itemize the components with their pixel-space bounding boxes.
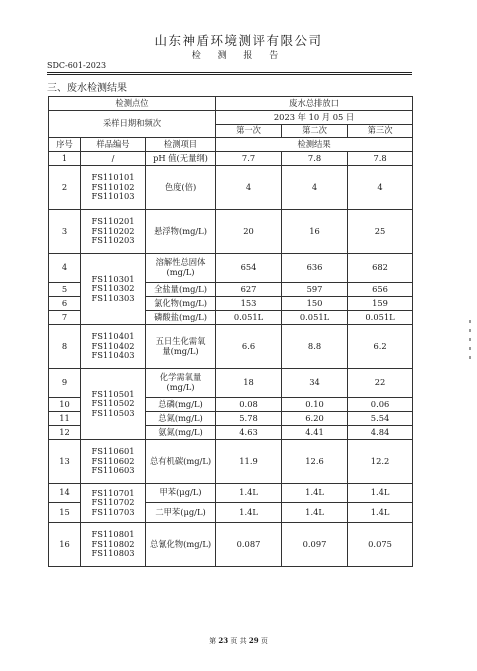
table-row [49,254,413,283]
cell-seq: 1 [49,152,81,166]
cell-value-3: 12.2 [348,440,413,484]
cell-item [146,484,216,503]
footer-suffix: 页 [260,637,268,645]
cell-value-2: 1.4L [282,484,348,503]
cell-seq: 2 [49,166,81,210]
sample-id: FS110402 [91,340,135,351]
cell-value-2: 6.20 [282,412,348,426]
cell-value-3: 0.051L [348,311,413,325]
cell-value-3: 656 [348,283,413,297]
item-text: 量(mg/L) [162,345,199,356]
header-divider-thin [47,74,412,75]
sample-id: FS110603 [91,465,135,476]
sample-id: FS110302 [91,283,135,294]
sample-id: FS110601 [91,446,135,457]
sample-id: FS110502 [91,398,135,409]
table-row [49,325,413,369]
cell-seq: 8 [49,325,81,369]
footer-page-number: 23 [218,636,229,645]
sample-id: FS110702 [91,497,135,508]
cell-value-2: 150 [282,297,348,311]
footer-middle: 页 共 [230,637,247,645]
cell-seq: 7 [49,311,81,325]
cell-item [146,426,216,440]
table-row [49,369,413,398]
cell-item [146,503,216,523]
item-text: 总氰化物(mg/L) [149,538,212,549]
cell-value-2: 636 [282,254,348,283]
header-cell-result: 检测结果 [216,138,413,152]
cell-sample-ids [81,325,146,369]
report-subtitle: 检 测 报 告 [191,51,286,61]
cell-value-1: 11.9 [216,440,282,484]
cell-value-1: 20 [216,210,282,254]
item-text: 氨氮(mg/L) [158,426,203,437]
sample-id: / [111,152,115,163]
cell-item [146,254,216,283]
header-cell-date-value: 2023 年 10 月 05 日 [216,111,413,125]
cell-value-2: 8.8 [282,325,348,369]
cell-sample-ids [81,440,146,484]
cell-value-1: 0.08 [216,398,282,412]
cell-seq: 11 [49,412,81,426]
item-text: 甲苯(μg/L) [159,487,202,498]
cell-value-1: 1.4L [216,484,282,503]
sample-id: FS110803 [91,548,135,559]
item-text: 悬浮物(mg/L) [154,225,207,236]
cell-value-1: 0.051L [216,311,282,325]
document-number: SDC-601-2023 [47,61,107,70]
cell-seq: 3 [49,210,81,254]
cell-seq: 12 [49,426,81,440]
sample-id: FS110703 [91,506,135,517]
cell-value-2: 1.4L [282,503,348,523]
cell-value-3: 159 [348,297,413,311]
cell-value-1: 4 [216,166,282,210]
company-name: 山东神盾环境测评有限公司 [154,33,323,48]
cell-seq: 14 [49,484,81,503]
item-text: pH 值(无量纲) [153,152,208,163]
sample-id: FS110202 [91,225,135,236]
cell-item [146,311,216,325]
cell-value-3: 0.06 [348,398,413,412]
table-row [49,523,413,567]
cell-value-2: 0.097 [282,523,348,567]
table-row [49,166,413,210]
item-text: 化学需氧量 [159,372,202,383]
cell-item [146,523,216,567]
footer-prefix: 第 [209,637,217,645]
header-cell-sample: 样品编号 [81,138,146,152]
cell-value-3: 4.84 [348,426,413,440]
table-row [49,440,413,484]
cell-value-3: 7.8 [348,152,413,166]
cell-value-1: 1.4L [216,503,282,523]
header-row-point [49,97,413,111]
cell-value-3: 1.4L [348,503,413,523]
cell-sample-ids [81,210,146,254]
item-text: 总有机碳(mg/L) [149,455,212,466]
cell-seq: 15 [49,503,81,523]
cell-value-2: 16 [282,210,348,254]
header-cell-date-label: 采样日期和频次 [49,111,216,138]
cell-value-2: 4 [282,166,348,210]
header-divider [47,72,412,73]
sample-id: FS110103 [91,191,135,202]
sample-id: FS110701 [91,487,135,498]
sample-id: FS110401 [91,331,135,342]
sample-id: FS110203 [91,235,135,246]
cell-value-3: 22 [348,369,413,398]
item-text: 五日生化需氧 [155,335,206,346]
cell-item [146,325,216,369]
cell-value-3: 0.075 [348,523,413,567]
item-text: (mg/L) [166,382,195,392]
cell-value-1: 153 [216,297,282,311]
cell-value-2: 7.8 [282,152,348,166]
cell-value-1: 5.78 [216,412,282,426]
sample-id: FS110301 [91,273,135,284]
item-text: 总氮(mg/L) [158,412,203,423]
cell-sample-ids [81,523,146,567]
cell-value-2: 0.10 [282,398,348,412]
cell-item [146,210,216,254]
item-text: 总磷(mg/L) [158,398,203,409]
cell-value-3: 4 [348,166,413,210]
table-row [49,210,413,254]
cell-item [146,440,216,484]
cell-item [146,152,216,166]
page-footer [0,636,477,646]
sample-id: FS110403 [91,350,135,361]
cell-value-1: 654 [216,254,282,283]
cell-seq: 9 [49,369,81,398]
cell-seq: 16 [49,523,81,567]
cell-sample-ids [81,166,146,210]
cell-value-2: 597 [282,283,348,297]
cell-value-3: 5.54 [348,412,413,426]
table-row [49,152,413,166]
item-text: 全盐量(mg/L) [154,283,207,294]
item-text: 色度(倍) [164,181,197,192]
sample-id: FS110101 [91,172,135,183]
header-cell-item: 检测项目 [146,138,216,152]
header-cell-point-value: 废水总排放口 [216,97,413,111]
item-text: (mg/L) [166,267,195,277]
table-row [49,484,413,503]
sample-id: FS110802 [91,538,135,549]
cell-value-2: 0.051L [282,311,348,325]
cell-value-3: 25 [348,210,413,254]
footer-total-pages: 29 [248,636,259,645]
cell-item [146,297,216,311]
cell-value-1: 627 [216,283,282,297]
cell-value-1: 7.7 [216,152,282,166]
item-text: 氯化物(mg/L) [154,297,207,308]
cell-sample-ids [81,152,146,166]
sample-id: FS110501 [91,388,135,399]
header-cell-point-label: 检测点位 [49,97,216,111]
cell-seq: 4 [49,254,81,283]
cell-value-3: 6.2 [348,325,413,369]
section-title: 三、废水检测结果 [47,83,127,94]
sample-id: FS110602 [91,455,135,466]
cell-item [146,166,216,210]
item-text: 溶解性总固体 [155,257,206,268]
cell-value-2: 4.41 [282,426,348,440]
cell-value-2: 12.6 [282,440,348,484]
cell-value-3: 682 [348,254,413,283]
cell-value-1: 0.087 [216,523,282,567]
margin-marks [468,320,472,390]
cell-item [146,412,216,426]
item-text: 磷酸盐(mg/L) [154,311,207,322]
cell-value-2: 34 [282,369,348,398]
header-cell-seq: 序号 [49,138,81,152]
cell-sample-ids [81,484,146,523]
cell-item [146,283,216,297]
cell-seq: 13 [49,440,81,484]
item-text: 二甲苯(μg/L) [155,506,206,517]
cell-value-1: 4.63 [216,426,282,440]
sample-id: FS110503 [91,407,135,418]
cell-item [146,369,216,398]
cell-seq: 5 [49,283,81,297]
header-cell-time-1: 第一次 [216,125,282,138]
cell-value-1: 18 [216,369,282,398]
header-row-columns [49,138,413,152]
cell-seq: 6 [49,297,81,311]
wastewater-results-table [48,96,413,567]
sample-id: FS110801 [91,529,135,540]
header-row-date [49,111,413,125]
cell-sample-ids [81,254,146,325]
sample-id: FS110102 [91,181,135,192]
cell-seq: 10 [49,398,81,412]
cell-value-3: 1.4L [348,484,413,503]
sample-id: FS110303 [91,292,135,303]
cell-item [146,398,216,412]
cell-sample-ids [81,369,146,440]
cell-value-1: 6.6 [216,325,282,369]
sample-id: FS110201 [91,216,135,227]
header-cell-time-3: 第三次 [348,125,413,138]
header-cell-time-2: 第二次 [282,125,348,138]
